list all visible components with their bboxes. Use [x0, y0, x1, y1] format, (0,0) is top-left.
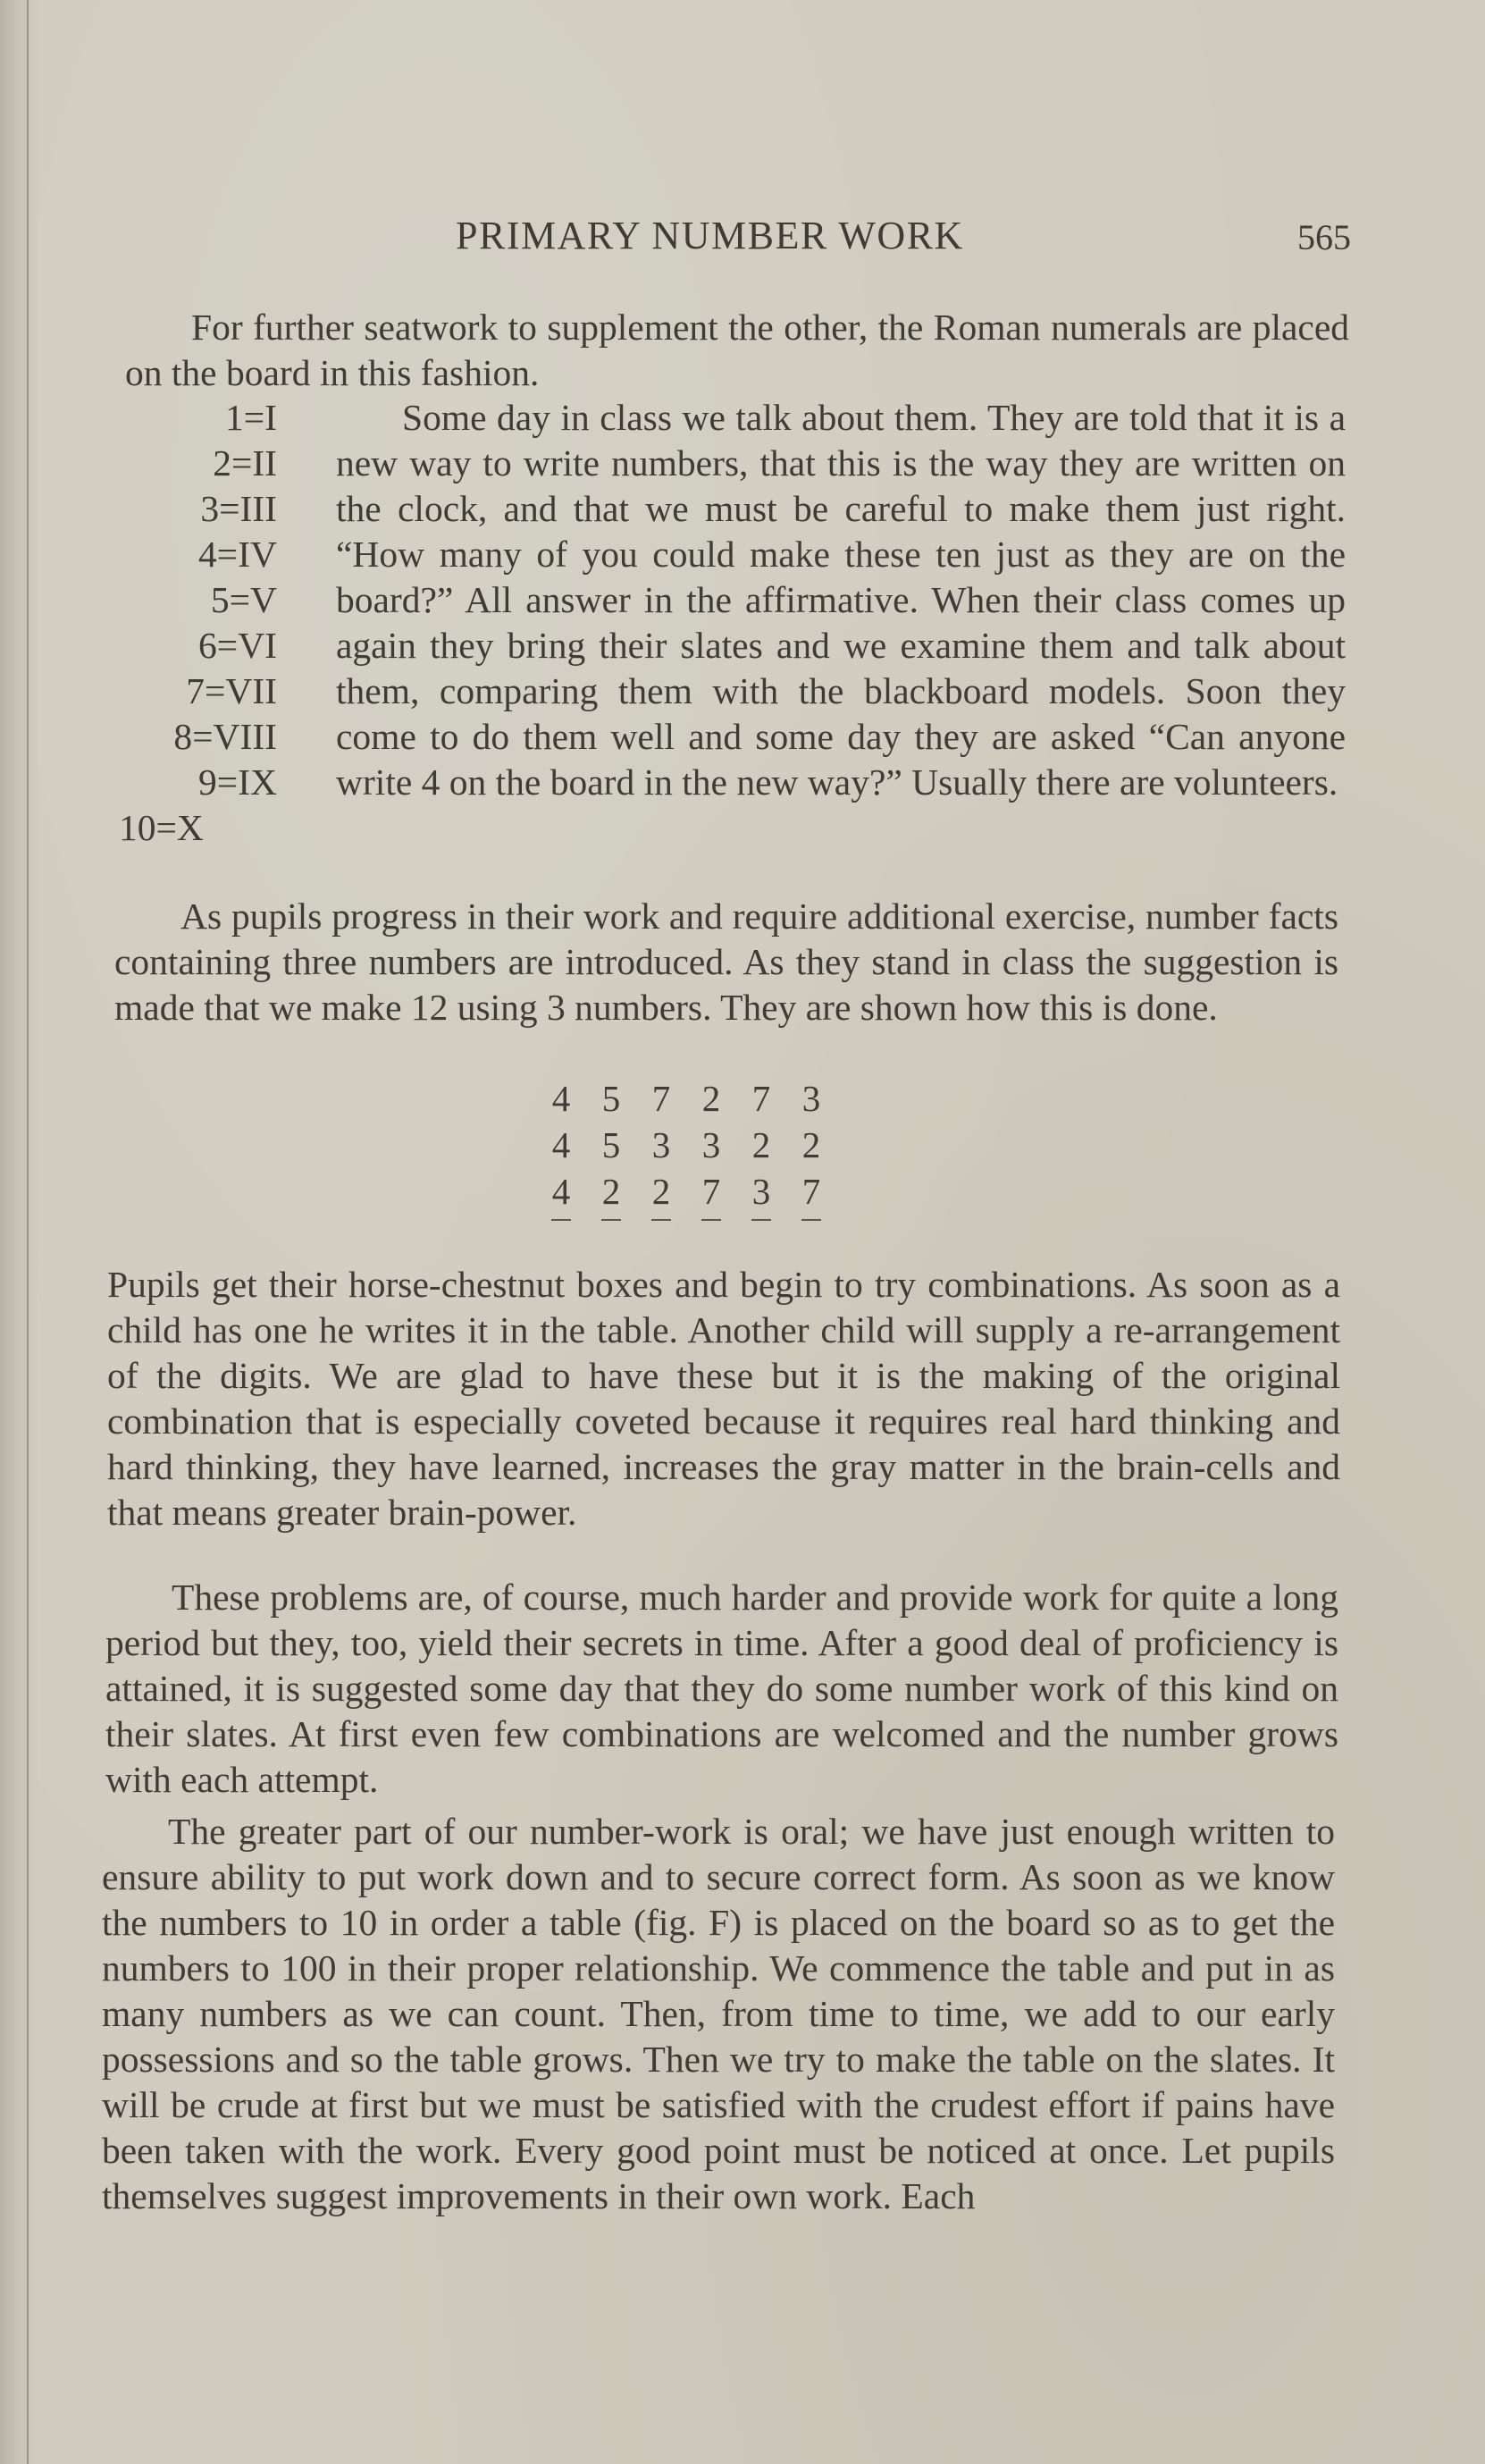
- page-title: PRIMARY NUMBER WORK: [456, 214, 964, 257]
- paragraph-class-discussion: Some day in class we talk about them. They are told that it is a new way to write numbers, that this is the way they are written on the clock, and that we must be careful to make them just right. “How many of you could make these ten just as they are on the board?” All answer in the affirmative. When their class comes up again they bring their slates and we examine them and talk about them, comparing them with the blackboard models. Soon they come to do them well and some day they are asked “Can anyone write 4 on the board in the new way?” Usually there are volunteers.: [336, 397, 1346, 803]
- paragraph-harder-problems: These problems are, of course, much harder and provide work for quite a long period but they, too, yield their secrets in time. After a good deal of proficiency is attained, it is suggested some day that they do some number work of this kind on their slates. At first even few combinations are welcomed and the number grows with each attempt.: [105, 1577, 1338, 1800]
- roman-numeral-list: [116, 395, 286, 851]
- sum-underline: [651, 1219, 671, 1221]
- table-cell: 2: [651, 1171, 671, 1212]
- paragraph-horse-chestnut-boxes: Pupils get their horse-chestnut boxes and begin to try combinations. As soon as a child has one he writes it in the table. Another child will supply a re-arrangement of the digits. We are glad to have these but it is the making of the original combination that is especially coveted because it requires real hard thinking and hard thinking, they have learned, increases the gray matter in the brain-cells and that means greater brain-power.: [107, 1264, 1340, 1533]
- roman-numeral-item: 8=VIII: [173, 716, 277, 757]
- roman-numeral-item: 9=IX: [198, 761, 277, 803]
- table-cell: 2: [801, 1124, 821, 1165]
- table-cell: 2: [751, 1124, 771, 1165]
- table-cell: 2: [701, 1078, 721, 1119]
- roman-numeral-item: 1=I: [225, 397, 277, 438]
- page-number: 565: [1297, 217, 1351, 257]
- table-cell: 7: [751, 1078, 771, 1119]
- sum-underlines: [536, 1219, 836, 1228]
- roman-numeral-item: 10=X: [119, 807, 204, 848]
- paragraph-three-number-facts: As pupils progress in their work and require additional exercise, number facts containing three numbers are introduced. As they stand in class the suggestion is made that we make 12 using 3 numbers. They are shown how this is done.: [114, 896, 1338, 1028]
- table-cell: 3: [751, 1171, 771, 1212]
- sum-underline: [601, 1219, 621, 1221]
- paragraph-oral-number-work: The greater part of our number-work is oral; we have just enough written to ensure ability to put work down and to secure correct form. As soon as we know the numbers to 10 in order a table (fig. F) is placed on the board so as to get the numbers to 100 in their proper relationship. We commence the table and put in as many numbers as we can count. Then, from time to time, we add to our early possessions and so the table grows. Then we try to make the table on the slates. It will be crude at first but we must be satisfied with the crudest effort if pains have been taken with the work. Every good point must be noticed at once. Let pupils themselves suggest improvements in their own work. Each: [102, 1811, 1335, 2216]
- table-row: [536, 1075, 836, 1122]
- combination-table: [536, 1075, 836, 1215]
- sum-underline: [551, 1219, 571, 1221]
- table-cell: 4: [551, 1078, 571, 1119]
- roman-numeral-item: 6=VI: [198, 625, 277, 666]
- sum-underline: [751, 1219, 771, 1221]
- table-cell: 7: [801, 1171, 821, 1212]
- table-cell: 7: [651, 1078, 671, 1119]
- table-row: [536, 1122, 836, 1168]
- table-cell: 5: [601, 1078, 621, 1119]
- paragraph-roman-numerals-intro: For further seatwork to supplement the other, the Roman numerals are placed on the board in this fashion.: [125, 307, 1349, 393]
- table-cell: 3: [701, 1124, 721, 1165]
- table-cell: 3: [651, 1124, 671, 1165]
- table-cell: 2: [601, 1171, 621, 1212]
- table-cell: 5: [601, 1124, 621, 1165]
- roman-numeral-item: 4=IV: [198, 534, 277, 575]
- sum-underline: [801, 1219, 821, 1221]
- roman-numeral-item: 7=VII: [186, 670, 277, 711]
- table-cell: 4: [551, 1124, 571, 1165]
- running-header: [0, 213, 1485, 266]
- table-cell: 4: [551, 1171, 571, 1212]
- table-cell: 7: [701, 1171, 721, 1212]
- sum-underline: [701, 1219, 721, 1221]
- roman-numeral-item: 5=V: [210, 579, 277, 620]
- table-row: [536, 1168, 836, 1215]
- roman-numeral-item: 3=III: [200, 488, 277, 529]
- table-cell: 3: [801, 1078, 821, 1119]
- roman-numeral-item: 2=II: [213, 442, 277, 484]
